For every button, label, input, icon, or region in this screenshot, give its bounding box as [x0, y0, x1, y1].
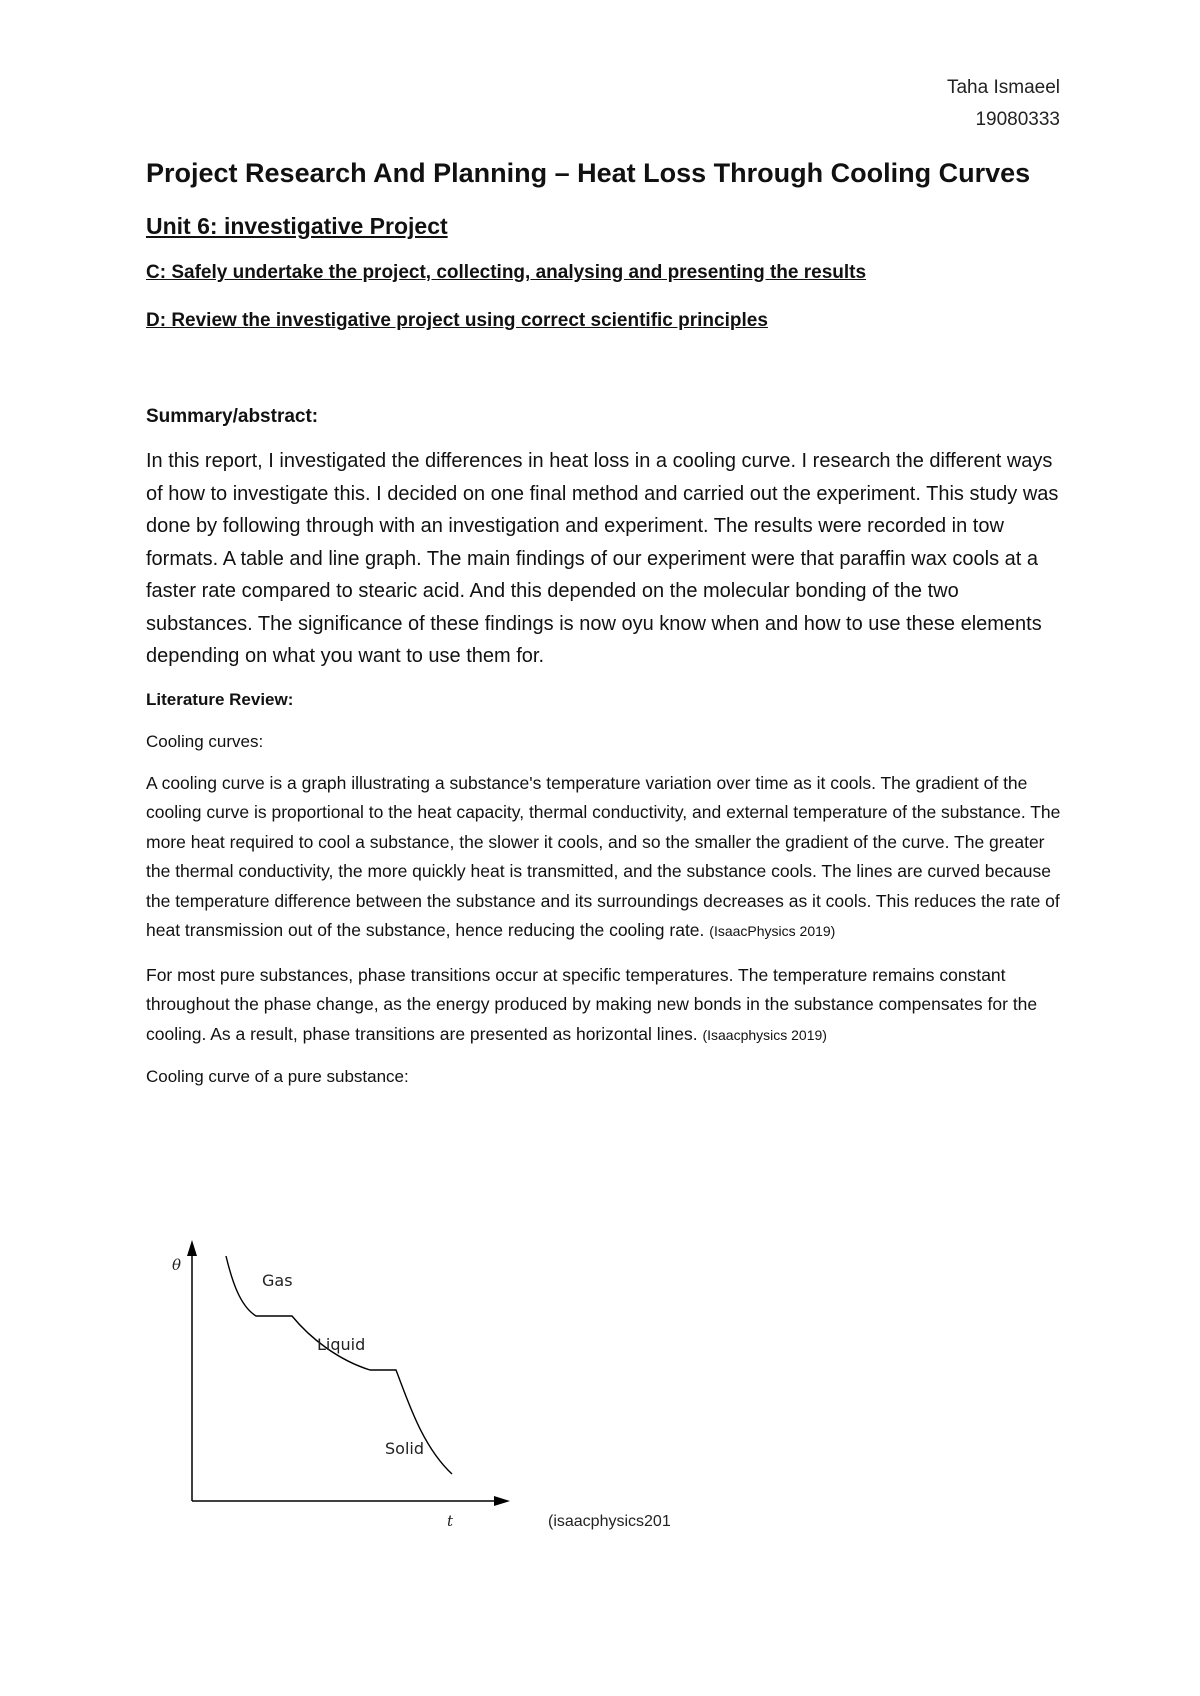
criterion-d: D: Review the investigative project using correct scientific principles [146, 310, 768, 331]
paragraph-2-text: For most pure substances, phase transitions occur at specific temperatures. The temperature remains constant throughout the phase change, as the energy produced by making new bonds in the substance compensates for the cooling. As a result, phase transitions are presented as horizontal lines. [146, 964, 1038, 1044]
solid-label: Solid [385, 1439, 424, 1458]
x-axis-label: t [447, 1512, 454, 1526]
gas-label: Gas [262, 1271, 293, 1290]
paragraph-2-citation: (Isaacphysics 2019) [702, 1026, 827, 1043]
author-block [947, 72, 1060, 136]
figure-citation: (isaacphysics201 [548, 1513, 671, 1530]
student-id: 19080333 [975, 109, 1060, 130]
literature-paragraph-2 [146, 961, 1066, 1051]
criterion-c: C: Safely undertake the project, collecting, analysing and presenting the results [146, 262, 867, 283]
cooling-curves-subheading: Cooling curves: [146, 731, 264, 751]
author-name: Taha Ismaeel [946, 77, 1060, 98]
literature-paragraph-1 [146, 769, 1066, 947]
paragraph-1-text: A cooling curve is a graph illustrating a substance's temperature variation over time as it cools. The gradient of the cooling curve is proportional to the heat capacity, thermal conductivity, and external temperature of the substance. The more heat required to cool a substance, the slower it cools, and so the smaller the gradient of the curve. The greater the thermal conductivity, the more quickly heat is transmitted, and the substance cools. The lines are curved because the temperature difference between the substance and its surroundings decreases as it cools. This reduces the rate of heat transmission out of the substance, hence reducing the cooling rate. [146, 772, 1061, 940]
x-axis-arrowhead [494, 1496, 510, 1506]
summary-heading: Summary/abstract: [146, 406, 319, 427]
cooling-curve-diagram [160, 1236, 520, 1526]
document-title: Project Research And Planning – Heat Loss Through Cooling Curves [146, 158, 1031, 188]
summary-text: In this report, I investigated the differences in heat loss in a cooling curve. I research the different ways of how to investigate this. I decided on one final method and carried out the experiment. This study was done by following through with an investigation and experiment. The results were recorded in tow formats. A table and line graph. The main findings of our experiment were that paraffin wax cools at a faster rate compared to stearic acid. And this depended on the molecular bonding of the two substances. The significance of these findings is now oyu know when and how to use these elements depending on what you want to use them for. [146, 450, 1059, 667]
y-axis-arrowhead [187, 1240, 197, 1256]
liquid-label: Liquid [317, 1335, 366, 1354]
figure-caption: Cooling curve of a pure substance: [146, 1067, 409, 1086]
unit-heading: Unit 6: investigative Project [146, 213, 448, 239]
y-axis-label: θ [172, 1256, 182, 1274]
literature-heading: Literature Review: [146, 689, 294, 709]
document-content [146, 155, 1066, 1090]
paragraph-1-citation: (IsaacPhysics 2019) [709, 923, 836, 939]
